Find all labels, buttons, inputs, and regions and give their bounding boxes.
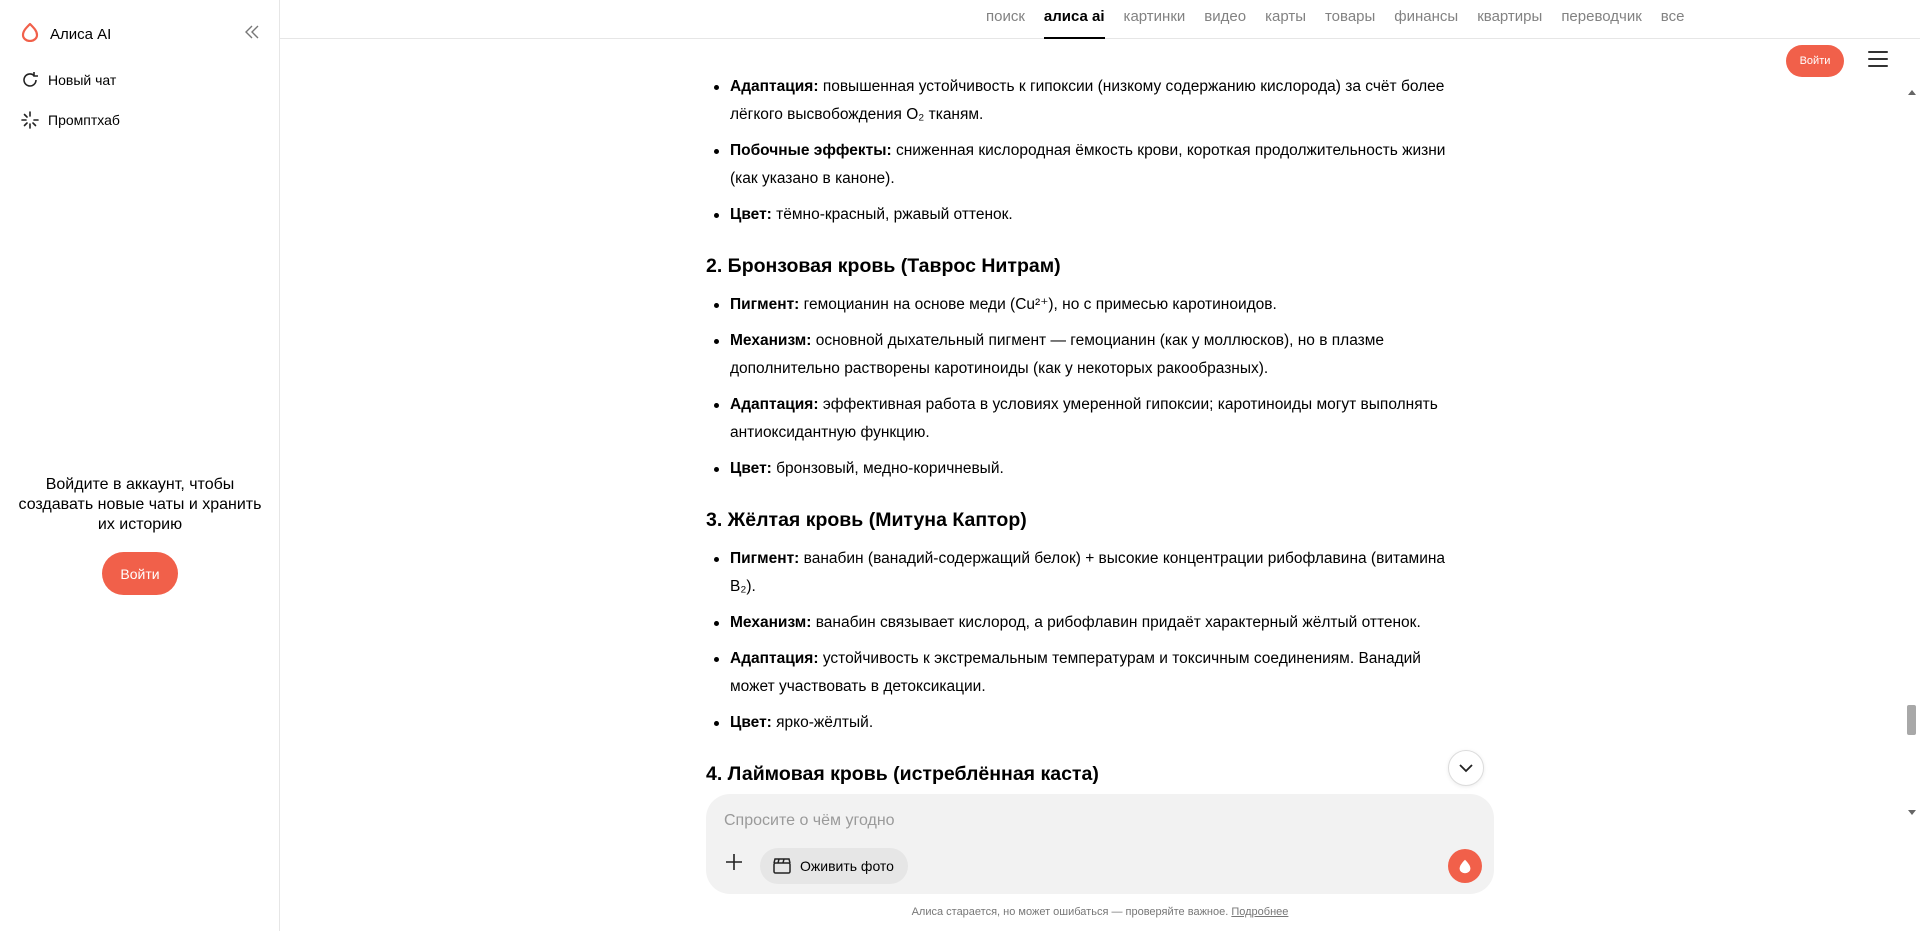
list-section-2 <box>706 291 1456 483</box>
list-item: Пигмент: гемоцианин на основе меди (Cu²⁺), но с примесью каротиноидов. <box>706 291 1456 319</box>
tab-translator[interactable]: переводчик <box>1561 8 1642 25</box>
list-item: Адаптация: эффективная работа в условиях умеренной гипоксии; каротиноиды могут выполнять антиоксидантную функцию. <box>706 391 1456 447</box>
tab-video[interactable]: видео <box>1204 8 1247 25</box>
clapperboard-icon <box>772 857 792 875</box>
sidebar-item-label: Новый чат <box>48 72 117 88</box>
animate-photo-button[interactable] <box>760 848 908 884</box>
new-chat-icon <box>20 70 40 90</box>
sidebar-item-label: Промптхаб <box>48 112 120 128</box>
section-heading: 4. Лаймовая кровь (истреблённая каста) <box>706 763 1099 785</box>
plus-icon <box>724 852 744 872</box>
tab-search[interactable]: поиск <box>986 8 1025 25</box>
sparkle-icon <box>20 110 40 130</box>
chevron-down-icon <box>1458 763 1474 773</box>
alice-send-icon <box>1456 857 1474 875</box>
list-item: Адаптация: устойчивость к экстремальным температурам и токсичным соединениям. Ванадий может участвовать в детоксикации. <box>706 645 1456 701</box>
tab-finance[interactable]: финансы <box>1394 8 1459 25</box>
hamburger-menu-icon[interactable] <box>1868 51 1888 69</box>
double-chevron-left-icon <box>244 25 260 39</box>
tab-all[interactable]: все <box>1660 8 1685 25</box>
list-item: Цвет: ярко-жёлтый. <box>706 709 1456 737</box>
list-item: Цвет: тёмно-красный, ржавый оттенок. <box>706 201 1456 229</box>
collapse-sidebar-button[interactable] <box>240 20 264 44</box>
list-item: Механизм: ванабин связывает кислород, а рибофлавин придаёт характерный жёлтый оттенок. <box>706 609 1456 637</box>
alice-logo-icon <box>20 22 40 47</box>
list-item: Цвет: бронзовый, медно-коричневый. <box>706 455 1456 483</box>
list-item: Адаптация: повышенная устойчивость к гипоксии (низкому содержанию кислорода) за счёт более лёгкого высвобождения O₂ тканям. <box>706 73 1456 129</box>
section-heading: 3. Жёлтая кровь (Митуна Каптор) <box>706 509 1027 531</box>
sidebar-item-new-chat[interactable] <box>20 70 116 90</box>
header-login-button[interactable]: Войти <box>1786 45 1844 77</box>
answer-body <box>706 73 1456 795</box>
animate-photo-label: Оживить фото <box>800 858 894 874</box>
list-section-3 <box>706 545 1456 737</box>
attach-button[interactable] <box>720 848 748 876</box>
scroll-down-button[interactable] <box>1448 750 1484 786</box>
list-item: Побочные эффекты: сниженная кислородная ёмкость крови, короткая продолжительность жизни (как указано в каноне). <box>706 137 1456 193</box>
chat-message <box>706 40 1456 795</box>
tab-alice-ai[interactable]: алиса ai <box>1044 0 1105 39</box>
top-nav <box>280 0 1920 39</box>
disclaimer: Алиса старается, но может ошибаться — проверяйте важное. Подробнее <box>911 906 1289 918</box>
more-link[interactable]: Подробнее <box>1231 906 1289 918</box>
tab-products[interactable]: товары <box>1324 8 1376 25</box>
composer <box>706 794 1494 894</box>
list-item: Механизм: основной дыхательный пигмент — гемоцианин (как у моллюсков), но в плазме дополнительно растворены каротиноиды (как у некоторых ракообразных). <box>706 327 1456 383</box>
tab-images[interactable]: картинки <box>1123 8 1186 25</box>
sidebar <box>0 0 280 931</box>
service-tabs <box>986 0 1703 39</box>
list-item: Пигмент: ванабин (ванадий-содержащий белок) + высокие концентрации рибофлавина (витамина B₂). <box>706 545 1456 601</box>
tab-maps[interactable]: карты <box>1265 8 1306 25</box>
scroll-down-arrow-icon[interactable] <box>1908 810 1916 815</box>
list-section-1 <box>706 73 1456 229</box>
sidebar-header[interactable] <box>20 22 111 47</box>
send-button[interactable] <box>1448 849 1482 883</box>
scrollbar-thumb[interactable] <box>1907 705 1916 735</box>
sidebar-item-prompthub[interactable] <box>20 110 120 130</box>
prompt-input[interactable] <box>724 808 1424 834</box>
login-prompt: Войдите в аккаунт, чтобы создавать новые чаты и хранить их историю <box>18 476 262 533</box>
scrollbar[interactable] <box>1906 90 1918 820</box>
section-heading: 2. Бронзовая кровь (Таврос Нитрам) <box>706 255 1061 277</box>
sidebar-login-button[interactable]: Войти <box>102 552 178 595</box>
tab-apartments[interactable]: квартиры <box>1477 8 1543 25</box>
scroll-up-arrow-icon[interactable] <box>1908 90 1916 95</box>
app-title: Алиса AI <box>50 26 112 43</box>
